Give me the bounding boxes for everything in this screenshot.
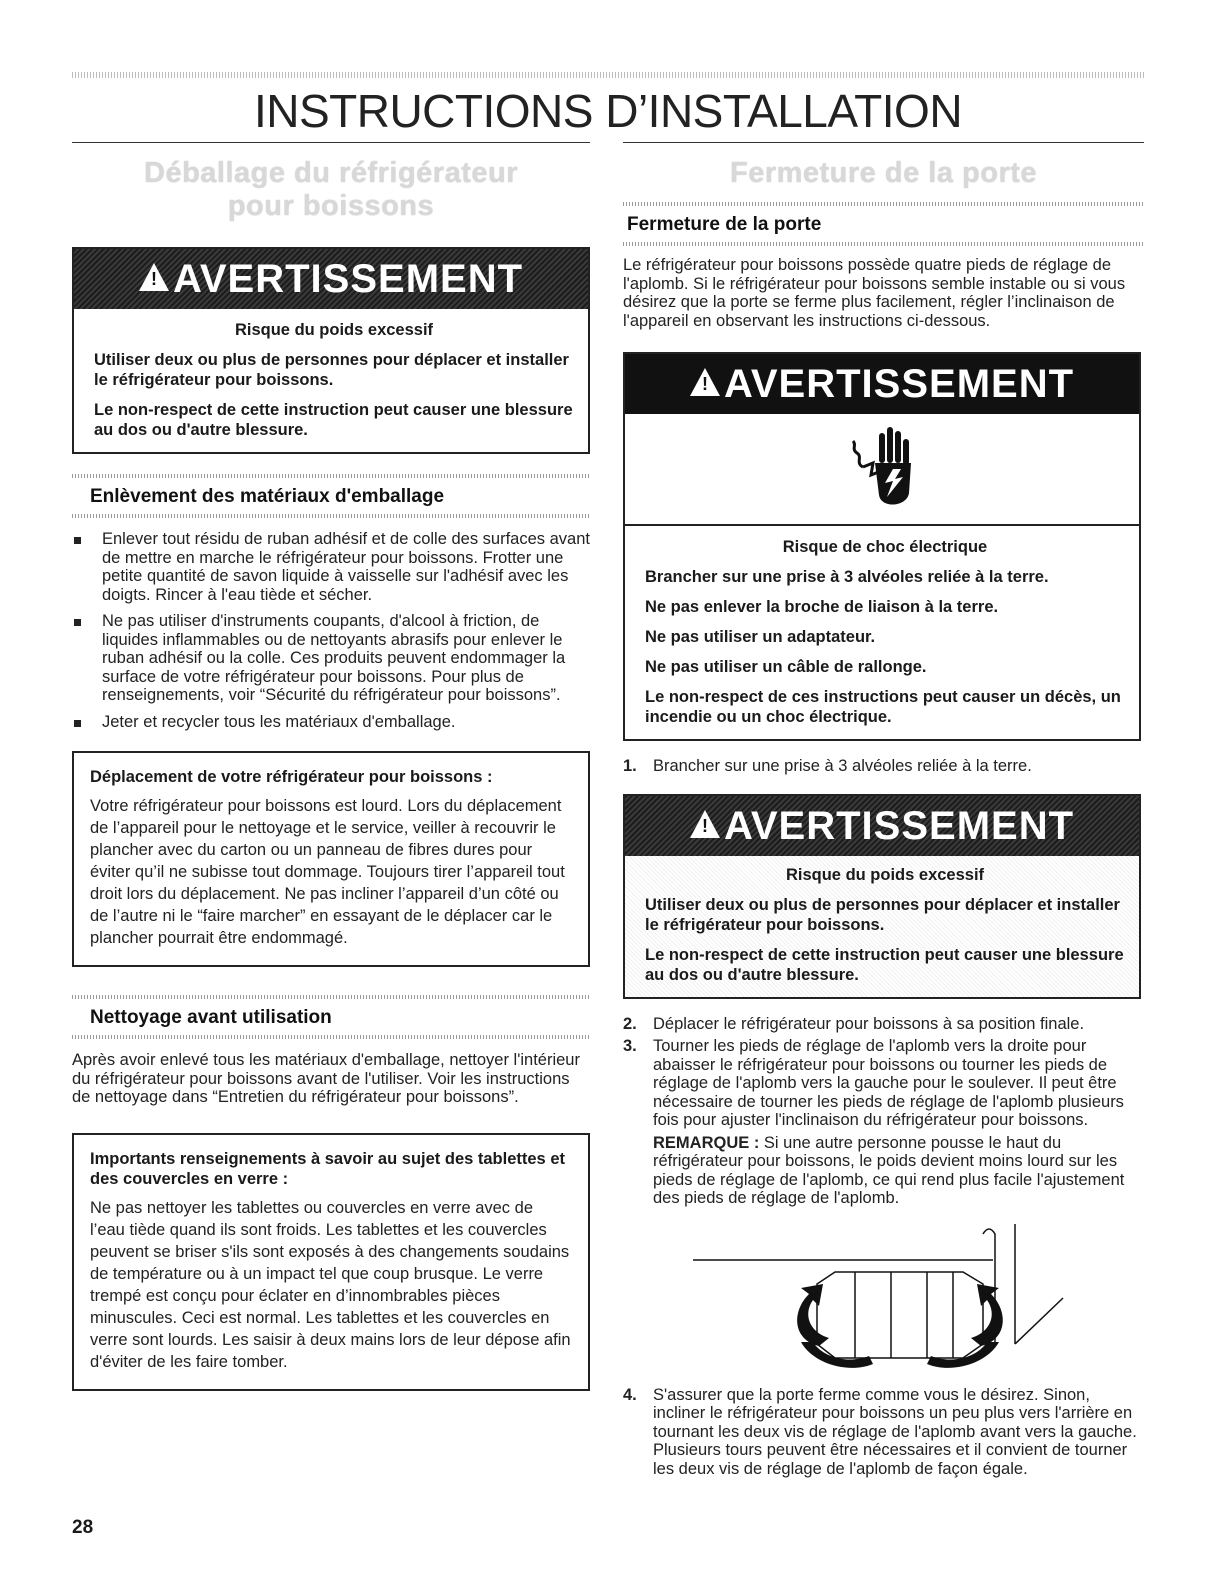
steps-list-a xyxy=(623,757,1144,776)
step-text: Déplacer le réfrigérateur pour boissons à sa position finale. xyxy=(653,1014,1085,1033)
electric-shock-hand-icon xyxy=(847,423,917,515)
list-item xyxy=(623,1386,1144,1479)
weight-warning-box xyxy=(72,247,590,454)
list-item: Ne pas utiliser d'instruments coupants, d'alcool à friction, de liquides inflammables ou de nettoyants abrasifs pour enlever le ruban adhésif ou la colle. Ces produits peuvent endommager la surface de votre réfrigérateur pour boissons. Pour plus de renseignements, voir “Sécurité du réfrigérateur pour boissons”. xyxy=(72,612,590,705)
warning-banner xyxy=(625,796,1139,856)
moving-info-box xyxy=(72,751,590,967)
cleaning-text: Après avoir enlevé tous les matériaux d'emballage, nettoyer l'intérieur du réfrigérateur pour boissons avant de l'utiliser. Voir les instructions de nettoyage dans “Entretien du réfrigérateur pour boissons”. xyxy=(72,1051,580,1106)
door-text: Le réfrigérateur pour boissons possède quatre pieds de réglage de l'aplomb. Si le réfrigérateur pour boissons semble instable ou si vous désirez que la porte se ferme plus facilement, régler l’inclinaison de l'appareil en observant les instructions ci-dessous. xyxy=(623,256,1126,330)
list-item: Jeter et recycler tous les matériaux d'emballage. xyxy=(72,713,590,732)
step-number: 1. xyxy=(623,757,637,775)
step-text: Brancher sur une prise à 3 alvéoles reliée à la terre. xyxy=(653,757,1032,775)
page-number: 28 xyxy=(72,1517,94,1538)
right-column xyxy=(623,142,1144,1482)
list-item: Enlever tout résidu de ruban adhésif et de colle des surfaces avant de mettre en marche le réfrigérateur pour boissons. Frotter une petite quantité de savon liquide à vaisselle sur l'adhésif avec les doigts. Rincer à l'eau tiède et sécher. xyxy=(72,530,590,604)
warning-banner xyxy=(625,354,1139,414)
warning-line: Le non-respect de cette instruction peut causer une blessure au dos ou d'autre blessure. xyxy=(94,401,573,439)
warning-body xyxy=(625,526,1139,739)
weight-warning-box-2 xyxy=(623,794,1141,999)
subsection-rule xyxy=(72,474,590,478)
section-title-line: Déballage du réfrigérateur xyxy=(144,157,518,189)
warning-line: Ne pas enlever la broche de liaison à la terre. xyxy=(645,598,999,616)
note-paragraph xyxy=(653,1134,1144,1208)
warning-body xyxy=(625,856,1139,997)
warning-risk-title: Risque de choc électrique xyxy=(782,538,988,556)
section-title-line: pour boissons xyxy=(227,190,435,222)
warning-triangle-icon xyxy=(139,263,169,291)
list-item xyxy=(623,757,1144,776)
note-text: Si une autre personne pousse le haut du réfrigérateur pour boissons, le poids devient moins lourd sur les pieds de réglage de l'aplomb, ce qui rend plus facile l'ajustement des pieds de réglage de l'aplomb. xyxy=(653,1133,1125,1207)
warning-banner-text: AVERTISSEMENT xyxy=(723,803,1075,848)
list-item xyxy=(623,1015,1144,1034)
list-item xyxy=(623,1037,1144,1208)
subsection-rule xyxy=(72,995,590,999)
step-number: 3. xyxy=(623,1037,637,1055)
subsection-rule xyxy=(72,514,590,518)
info-box-heading: Importants renseignements à savoir au sujet des tablettes et des couvercles en verre : xyxy=(90,1149,565,1188)
electrical-warning-box xyxy=(623,352,1141,741)
leveling-foot-illustration xyxy=(623,1214,1144,1374)
warning-line: Ne pas utiliser un adaptateur. xyxy=(645,628,876,646)
step-number: 4. xyxy=(623,1385,637,1404)
warning-triangle-icon xyxy=(690,810,720,838)
steps-list-b xyxy=(623,1015,1144,1208)
warning-risk-title: Risque du poids excessif xyxy=(234,321,434,339)
info-box-text: Votre réfrigérateur pour boissons est lourd. Lors du déplacement de l’appareil pour le nettoyage et le service, veiller à recouvrir le plancher avec du carton ou un panneau de fibres dures pour éviter qu’il ne subisse tout dommage. Toujours tirer l’appareil tout droit lors du déplacement. Ne pas incliner l’appareil d’un côté ou de l’autre ni le “faire marcher” en essayant de le déplacer car le plancher pourrait être endommagé. xyxy=(90,797,565,947)
warning-body xyxy=(74,309,588,452)
info-box-heading: Déplacement de votre réfrigérateur pour boissons : xyxy=(90,768,493,786)
warning-banner xyxy=(74,249,588,309)
subsection-rule xyxy=(72,1035,590,1039)
door-heading: Fermeture de la porte xyxy=(627,214,822,235)
steps-list-c xyxy=(623,1386,1144,1479)
info-box-text: Ne pas nettoyer les tablettes ou couvercles en verre avec de l’eau tiède quand ils sont froids. Les tablettes et les couvercles peuvent se briser s'ils sont exposés à des changements soudains de température ou à un impact tel que coup brusque. Le verre trempé est conçu pour éclater en d’innombrables pièces minuscules. Ceci est normal. Les tablettes et les couvercles en verre sont lourds. Les saisir à deux mains lors de leur dépose afin d'éviter de les faire tomber. xyxy=(90,1198,571,1371)
warning-line: Le non-respect de cette instruction peut causer une blessure au dos ou d'autre blessure. xyxy=(645,945,1124,984)
section-rule xyxy=(72,142,590,143)
cleaning-heading: Nettoyage avant utilisation xyxy=(90,1007,332,1028)
glass-info-box xyxy=(72,1133,590,1391)
step-text: Tourner les pieds de réglage de l'aplomb vers la droite pour abaisser le réfrigérateur pour boissons ou tourner les pieds de réglage de l'aplomb vers la gauche pour le soulever. Il peut être nécessaire de tourner les pieds de réglage de l'aplomb plusieurs fois pour ajuster l'inclinaison du réfrigérateur pour boissons. xyxy=(653,1037,1124,1129)
note-label: REMARQUE : xyxy=(653,1133,760,1152)
warning-line: Brancher sur une prise à 3 alvéoles reliée à la terre. xyxy=(645,568,1049,586)
warning-triangle-icon xyxy=(690,368,720,396)
warning-banner-text: AVERTISSEMENT xyxy=(723,362,1075,406)
warning-line: Utiliser deux ou plus de personnes pour déplacer et installer le réfrigérateur pour boissons. xyxy=(645,895,1120,934)
warning-banner-text: AVERTISSEMENT xyxy=(172,257,524,301)
packaging-bullet-list xyxy=(72,530,590,731)
step-text: S'assurer que la porte ferme comme vous le désirez. Sinon, incliner le réfrigérateur pour boissons un peu plus vers l'arrière en tournant les deux vis de réglage de l'aplomb avant vers la gauche. Plusieurs tours peuvent être nécessaires et il convient de tourner les deux vis de réglage de l'aplomb de façon égale. xyxy=(653,1385,1137,1478)
packaging-heading: Enlèvement des matériaux d'emballage xyxy=(90,486,445,507)
unpacking-section-title xyxy=(72,157,590,223)
subsection-rule xyxy=(623,242,1144,246)
shock-icon-panel xyxy=(625,414,1139,526)
section-rule xyxy=(623,142,1144,143)
warning-line: Le non-respect de ces instructions peut causer un décès, un incendie ou un choc électrique. xyxy=(645,688,1121,726)
door-section-title: Fermeture de la porte xyxy=(729,157,1038,189)
leveling-foot-diagram xyxy=(623,1214,1144,1374)
top-decorative-rule xyxy=(72,72,1144,78)
left-column xyxy=(72,142,590,1391)
warning-line: Utiliser deux ou plus de personnes pour déplacer et installer le réfrigérateur pour boissons. xyxy=(94,351,569,389)
page-title: INSTRUCTIONS D’INSTALLATION xyxy=(253,85,963,137)
step-number: 2. xyxy=(623,1014,637,1033)
subsection-rule xyxy=(623,202,1144,206)
warning-risk-title: Risque du poids excessif xyxy=(785,865,985,884)
warning-line: Ne pas utiliser un câble de rallonge. xyxy=(645,658,927,676)
